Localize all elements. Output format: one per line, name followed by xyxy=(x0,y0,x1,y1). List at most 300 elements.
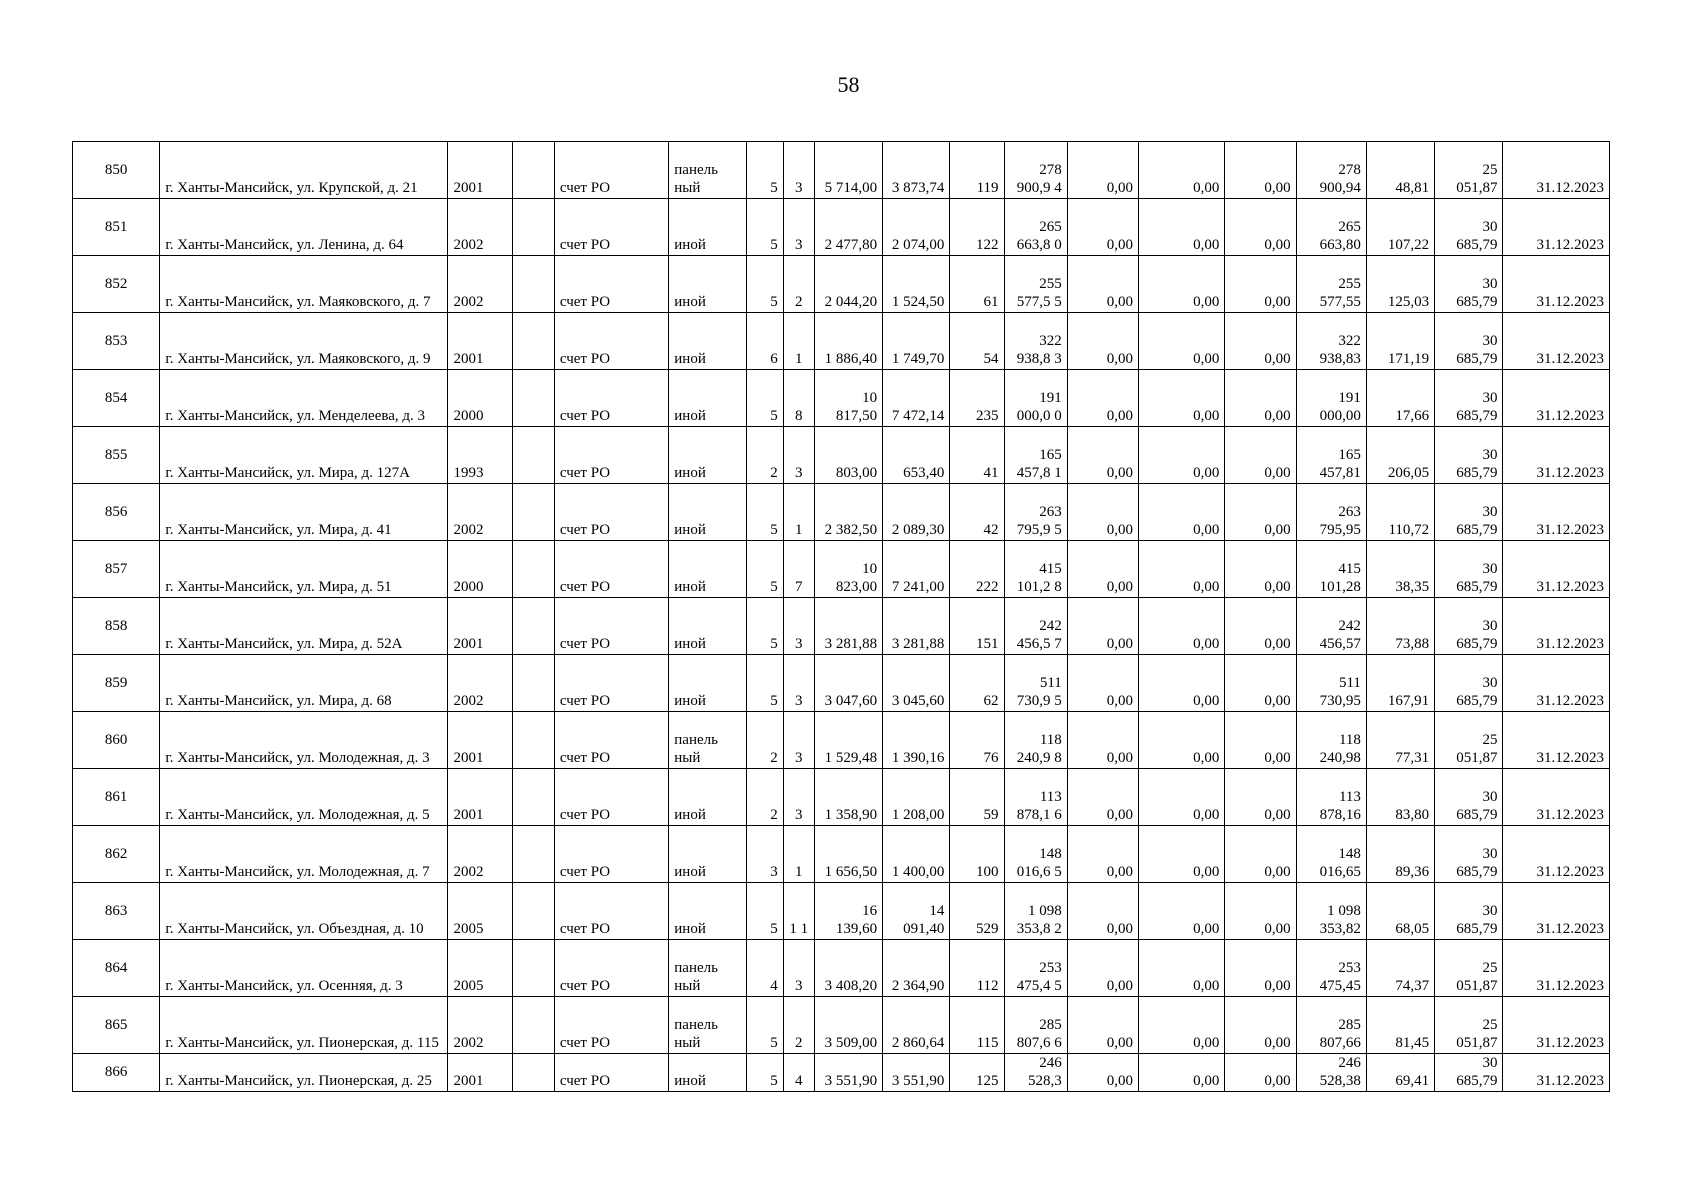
row-number: 863 xyxy=(73,883,160,940)
wall-material-cell: панель ный xyxy=(669,712,746,769)
residents-cell: 235 xyxy=(950,370,1004,427)
entrances-cell: 3 xyxy=(783,769,814,826)
table-row xyxy=(73,142,1610,199)
wall-material-cell: панель ный xyxy=(669,940,746,997)
residents-cell: 61 xyxy=(950,256,1004,313)
deadline-cell: 31.12.2023 xyxy=(1503,883,1610,940)
living-area-cell: 3 551,90 xyxy=(883,1054,950,1092)
unit-cost-cell: 69,41 xyxy=(1366,1054,1434,1092)
value-cell: 0,00 xyxy=(1225,826,1296,883)
deadline-cell: 31.12.2023 xyxy=(1503,769,1610,826)
unit-cost-cell: 74,37 xyxy=(1366,940,1434,997)
entrances-cell: 3 xyxy=(783,940,814,997)
entrances-cell: 1 xyxy=(783,826,814,883)
value-cell: 0,00 xyxy=(1067,940,1138,997)
table-body xyxy=(73,142,1610,1092)
value-cell: 0,00 xyxy=(1067,1054,1138,1092)
living-area-cell: 7 241,00 xyxy=(883,541,950,598)
entrances-cell: 3 xyxy=(783,598,814,655)
unit-cost-cell: 83,80 xyxy=(1366,769,1434,826)
unit-cost-cell: 81,45 xyxy=(1366,997,1434,1054)
floors-cell: 5 xyxy=(746,199,783,256)
total-area-cell: 3 281,88 xyxy=(814,598,882,655)
table-row xyxy=(73,826,1610,883)
table-row xyxy=(73,598,1610,655)
year-cell: 2001 xyxy=(448,769,512,826)
empty-cell xyxy=(512,484,554,541)
residents-cell: 529 xyxy=(950,883,1004,940)
floors-cell: 5 xyxy=(746,142,783,199)
housing-registry-table xyxy=(72,141,1610,1092)
deadline-cell: 31.12.2023 xyxy=(1503,712,1610,769)
table-row xyxy=(73,997,1610,1054)
table-row xyxy=(73,940,1610,997)
entrances-cell: 3 xyxy=(783,142,814,199)
entrances-cell: 4 xyxy=(783,1054,814,1092)
limit-cost-cell: 30 685,79 xyxy=(1435,826,1503,883)
row-number: 856 xyxy=(73,484,160,541)
unit-cost-cell: 206,05 xyxy=(1366,427,1434,484)
account-cell: счет РО xyxy=(554,826,668,883)
table-row xyxy=(73,883,1610,940)
living-area-cell: 2 364,90 xyxy=(883,940,950,997)
empty-cell xyxy=(512,712,554,769)
deadline-cell: 31.12.2023 xyxy=(1503,427,1610,484)
limit-cost-cell: 30 685,79 xyxy=(1435,883,1503,940)
deadline-cell: 31.12.2023 xyxy=(1503,655,1610,712)
wall-material-cell: иной xyxy=(669,541,746,598)
value-cell: 0,00 xyxy=(1139,997,1225,1054)
year-cell: 2002 xyxy=(448,484,512,541)
year-cell: 2002 xyxy=(448,655,512,712)
empty-cell xyxy=(512,142,554,199)
row-number: 850 xyxy=(73,142,160,199)
living-area-cell: 7 472,14 xyxy=(883,370,950,427)
address-cell: г. Ханты-Мансийск, ул. Маяковского, д. 7 xyxy=(160,256,448,313)
fund-cost-cell: 148 016,65 xyxy=(1296,826,1366,883)
floors-cell: 5 xyxy=(746,997,783,1054)
total-area-cell: 3 408,20 xyxy=(814,940,882,997)
value-cell: 0,00 xyxy=(1139,427,1225,484)
table-row xyxy=(73,256,1610,313)
value-cell: 0,00 xyxy=(1067,313,1138,370)
row-number: 854 xyxy=(73,370,160,427)
fund-cost-cell: 278 900,94 xyxy=(1296,142,1366,199)
row-number: 853 xyxy=(73,313,160,370)
account-cell: счет РО xyxy=(554,427,668,484)
empty-cell xyxy=(512,598,554,655)
floors-cell: 4 xyxy=(746,940,783,997)
limit-cost-cell: 30 685,79 xyxy=(1435,484,1503,541)
total-area-cell: 16 139,60 xyxy=(814,883,882,940)
empty-cell xyxy=(512,427,554,484)
limit-cost-cell: 30 685,79 xyxy=(1435,427,1503,484)
fund-cost-cell: 511 730,95 xyxy=(1296,655,1366,712)
limit-cost-cell: 25 051,87 xyxy=(1435,997,1503,1054)
wall-material-cell: панель ный xyxy=(669,997,746,1054)
total-cost-cell: 265 663,8 0 xyxy=(1004,199,1067,256)
empty-cell xyxy=(512,769,554,826)
total-area-cell: 2 044,20 xyxy=(814,256,882,313)
value-cell: 0,00 xyxy=(1225,313,1296,370)
value-cell: 0,00 xyxy=(1225,598,1296,655)
residents-cell: 54 xyxy=(950,313,1004,370)
account-cell: счет РО xyxy=(554,769,668,826)
total-area-cell: 10 823,00 xyxy=(814,541,882,598)
unit-cost-cell: 107,22 xyxy=(1366,199,1434,256)
value-cell: 0,00 xyxy=(1139,484,1225,541)
entrances-cell: 3 xyxy=(783,427,814,484)
wall-material-cell: иной xyxy=(669,655,746,712)
deadline-cell: 31.12.2023 xyxy=(1503,313,1610,370)
empty-cell xyxy=(512,1054,554,1092)
value-cell: 0,00 xyxy=(1225,712,1296,769)
entrances-cell: 3 xyxy=(783,199,814,256)
account-cell: счет РО xyxy=(554,712,668,769)
residents-cell: 62 xyxy=(950,655,1004,712)
table-row xyxy=(73,370,1610,427)
fund-cost-cell: 246 528,38 xyxy=(1296,1054,1366,1092)
living-area-cell: 3 045,60 xyxy=(883,655,950,712)
floors-cell: 5 xyxy=(746,1054,783,1092)
value-cell: 0,00 xyxy=(1067,541,1138,598)
deadline-cell: 31.12.2023 xyxy=(1503,940,1610,997)
year-cell: 2002 xyxy=(448,256,512,313)
unit-cost-cell: 48,81 xyxy=(1366,142,1434,199)
value-cell: 0,00 xyxy=(1139,256,1225,313)
deadline-cell: 31.12.2023 xyxy=(1503,484,1610,541)
table-row xyxy=(73,199,1610,256)
account-cell: счет РО xyxy=(554,883,668,940)
address-cell: г. Ханты-Мансийск, ул. Мира, д. 41 xyxy=(160,484,448,541)
value-cell: 0,00 xyxy=(1225,199,1296,256)
residents-cell: 41 xyxy=(950,427,1004,484)
value-cell: 0,00 xyxy=(1067,199,1138,256)
year-cell: 2001 xyxy=(448,142,512,199)
year-cell: 2000 xyxy=(448,370,512,427)
wall-material-cell: иной xyxy=(669,427,746,484)
entrances-cell: 1 xyxy=(783,484,814,541)
residents-cell: 76 xyxy=(950,712,1004,769)
entrances-cell: 1 xyxy=(783,313,814,370)
unit-cost-cell: 68,05 xyxy=(1366,883,1434,940)
deadline-cell: 31.12.2023 xyxy=(1503,826,1610,883)
table-row xyxy=(73,1054,1610,1092)
account-cell: счет РО xyxy=(554,142,668,199)
total-area-cell: 1 358,90 xyxy=(814,769,882,826)
table-row xyxy=(73,712,1610,769)
total-area-cell: 3 047,60 xyxy=(814,655,882,712)
address-cell: г. Ханты-Мансийск, ул. Объездная, д. 10 xyxy=(160,883,448,940)
address-cell: г. Ханты-Мансийск, ул. Маяковского, д. 9 xyxy=(160,313,448,370)
total-area-cell: 1 656,50 xyxy=(814,826,882,883)
value-cell: 0,00 xyxy=(1139,199,1225,256)
account-cell: счет РО xyxy=(554,655,668,712)
limit-cost-cell: 30 685,79 xyxy=(1435,769,1503,826)
wall-material-cell: иной xyxy=(669,313,746,370)
value-cell: 0,00 xyxy=(1139,769,1225,826)
living-area-cell: 3 281,88 xyxy=(883,598,950,655)
unit-cost-cell: 17,66 xyxy=(1366,370,1434,427)
limit-cost-cell: 30 685,79 xyxy=(1435,655,1503,712)
address-cell: г. Ханты-Мансийск, ул. Осенняя, д. 3 xyxy=(160,940,448,997)
empty-cell xyxy=(512,940,554,997)
total-area-cell: 2 382,50 xyxy=(814,484,882,541)
year-cell: 2000 xyxy=(448,541,512,598)
table-row xyxy=(73,313,1610,370)
living-area-cell: 653,40 xyxy=(883,427,950,484)
value-cell: 0,00 xyxy=(1139,541,1225,598)
empty-cell xyxy=(512,370,554,427)
year-cell: 2005 xyxy=(448,883,512,940)
floors-cell: 2 xyxy=(746,769,783,826)
fund-cost-cell: 191 000,00 xyxy=(1296,370,1366,427)
total-area-cell: 1 529,48 xyxy=(814,712,882,769)
total-cost-cell: 246 528,3 xyxy=(1004,1054,1067,1092)
page-number: 58 xyxy=(837,72,860,97)
account-cell: счет РО xyxy=(554,541,668,598)
floors-cell: 5 xyxy=(746,370,783,427)
row-number: 866 xyxy=(73,1054,160,1092)
year-cell: 2002 xyxy=(448,997,512,1054)
account-cell: счет РО xyxy=(554,484,668,541)
living-area-cell: 1 400,00 xyxy=(883,826,950,883)
entrances-cell: 1 1 xyxy=(783,883,814,940)
total-cost-cell: 113 878,1 6 xyxy=(1004,769,1067,826)
entrances-cell: 2 xyxy=(783,997,814,1054)
floors-cell: 5 xyxy=(746,883,783,940)
address-cell: г. Ханты-Мансийск, ул. Мира, д. 127А xyxy=(160,427,448,484)
deadline-cell: 31.12.2023 xyxy=(1503,598,1610,655)
value-cell: 0,00 xyxy=(1139,826,1225,883)
wall-material-cell: панель ный xyxy=(669,142,746,199)
floors-cell: 5 xyxy=(746,598,783,655)
residents-cell: 125 xyxy=(950,1054,1004,1092)
account-cell: счет РО xyxy=(554,940,668,997)
floors-cell: 5 xyxy=(746,256,783,313)
value-cell: 0,00 xyxy=(1139,883,1225,940)
table-row xyxy=(73,427,1610,484)
address-cell: г. Ханты-Мансийск, ул. Мира, д. 52А xyxy=(160,598,448,655)
fund-cost-cell: 265 663,80 xyxy=(1296,199,1366,256)
empty-cell xyxy=(512,655,554,712)
fund-cost-cell: 253 475,45 xyxy=(1296,940,1366,997)
floors-cell: 6 xyxy=(746,313,783,370)
value-cell: 0,00 xyxy=(1067,997,1138,1054)
address-cell: г. Ханты-Мансийск, ул. Мира, д. 51 xyxy=(160,541,448,598)
unit-cost-cell: 77,31 xyxy=(1366,712,1434,769)
row-number: 864 xyxy=(73,940,160,997)
unit-cost-cell: 38,35 xyxy=(1366,541,1434,598)
total-cost-cell: 118 240,9 8 xyxy=(1004,712,1067,769)
row-number: 865 xyxy=(73,997,160,1054)
unit-cost-cell: 110,72 xyxy=(1366,484,1434,541)
address-cell: г. Ханты-Мансийск, ул. Мира, д. 68 xyxy=(160,655,448,712)
empty-cell xyxy=(512,199,554,256)
row-number: 852 xyxy=(73,256,160,313)
entrances-cell: 7 xyxy=(783,541,814,598)
wall-material-cell: иной xyxy=(669,769,746,826)
wall-material-cell: иной xyxy=(669,256,746,313)
value-cell: 0,00 xyxy=(1225,427,1296,484)
living-area-cell: 1 390,16 xyxy=(883,712,950,769)
fund-cost-cell: 242 456,57 xyxy=(1296,598,1366,655)
row-number: 860 xyxy=(73,712,160,769)
account-cell: счет РО xyxy=(554,256,668,313)
wall-material-cell: иной xyxy=(669,484,746,541)
account-cell: счет РО xyxy=(554,1054,668,1092)
table-row xyxy=(73,769,1610,826)
value-cell: 0,00 xyxy=(1225,256,1296,313)
entrances-cell: 3 xyxy=(783,712,814,769)
deadline-cell: 31.12.2023 xyxy=(1503,142,1610,199)
deadline-cell: 31.12.2023 xyxy=(1503,1054,1610,1092)
fund-cost-cell: 113 878,16 xyxy=(1296,769,1366,826)
value-cell: 0,00 xyxy=(1067,655,1138,712)
total-area-cell: 3 509,00 xyxy=(814,997,882,1054)
total-cost-cell: 285 807,6 6 xyxy=(1004,997,1067,1054)
residents-cell: 42 xyxy=(950,484,1004,541)
fund-cost-cell: 322 938,83 xyxy=(1296,313,1366,370)
value-cell: 0,00 xyxy=(1139,313,1225,370)
limit-cost-cell: 25 051,87 xyxy=(1435,712,1503,769)
value-cell: 0,00 xyxy=(1225,484,1296,541)
empty-cell xyxy=(512,883,554,940)
unit-cost-cell: 89,36 xyxy=(1366,826,1434,883)
floors-cell: 5 xyxy=(746,484,783,541)
floors-cell: 2 xyxy=(746,712,783,769)
deadline-cell: 31.12.2023 xyxy=(1503,997,1610,1054)
entrances-cell: 3 xyxy=(783,655,814,712)
address-cell: г. Ханты-Мансийск, ул. Менделеева, д. 3 xyxy=(160,370,448,427)
year-cell: 2001 xyxy=(448,712,512,769)
residents-cell: 112 xyxy=(950,940,1004,997)
fund-cost-cell: 285 807,66 xyxy=(1296,997,1366,1054)
value-cell: 0,00 xyxy=(1225,541,1296,598)
total-cost-cell: 511 730,9 5 xyxy=(1004,655,1067,712)
year-cell: 2002 xyxy=(448,199,512,256)
address-cell: г. Ханты-Мансийск, ул. Молодежная, д. 5 xyxy=(160,769,448,826)
value-cell: 0,00 xyxy=(1225,370,1296,427)
residents-cell: 122 xyxy=(950,199,1004,256)
total-area-cell: 5 714,00 xyxy=(814,142,882,199)
address-cell: г. Ханты-Мансийск, ул. Пионерская, д. 115 xyxy=(160,997,448,1054)
value-cell: 0,00 xyxy=(1139,1054,1225,1092)
value-cell: 0,00 xyxy=(1067,484,1138,541)
limit-cost-cell: 30 685,79 xyxy=(1435,370,1503,427)
living-area-cell: 1 524,50 xyxy=(883,256,950,313)
deadline-cell: 31.12.2023 xyxy=(1503,256,1610,313)
value-cell: 0,00 xyxy=(1067,883,1138,940)
wall-material-cell: иной xyxy=(669,598,746,655)
fund-cost-cell: 1 098 353,82 xyxy=(1296,883,1366,940)
value-cell: 0,00 xyxy=(1067,256,1138,313)
total-cost-cell: 253 475,4 5 xyxy=(1004,940,1067,997)
unit-cost-cell: 125,03 xyxy=(1366,256,1434,313)
value-cell: 0,00 xyxy=(1139,598,1225,655)
total-cost-cell: 1 098 353,8 2 xyxy=(1004,883,1067,940)
value-cell: 0,00 xyxy=(1139,142,1225,199)
table-row xyxy=(73,541,1610,598)
total-area-cell: 803,00 xyxy=(814,427,882,484)
value-cell: 0,00 xyxy=(1067,370,1138,427)
residents-cell: 119 xyxy=(950,142,1004,199)
limit-cost-cell: 30 685,79 xyxy=(1435,256,1503,313)
deadline-cell: 31.12.2023 xyxy=(1503,370,1610,427)
limit-cost-cell: 30 685,79 xyxy=(1435,199,1503,256)
residents-cell: 100 xyxy=(950,826,1004,883)
value-cell: 0,00 xyxy=(1225,1054,1296,1092)
total-cost-cell: 191 000,0 0 xyxy=(1004,370,1067,427)
row-number: 858 xyxy=(73,598,160,655)
limit-cost-cell: 25 051,87 xyxy=(1435,142,1503,199)
value-cell: 0,00 xyxy=(1225,883,1296,940)
table-row xyxy=(73,484,1610,541)
year-cell: 2002 xyxy=(448,826,512,883)
floors-cell: 3 xyxy=(746,826,783,883)
living-area-cell: 2 074,00 xyxy=(883,199,950,256)
limit-cost-cell: 30 685,79 xyxy=(1435,541,1503,598)
fund-cost-cell: 118 240,98 xyxy=(1296,712,1366,769)
deadline-cell: 31.12.2023 xyxy=(1503,541,1610,598)
account-cell: счет РО xyxy=(554,313,668,370)
fund-cost-cell: 263 795,95 xyxy=(1296,484,1366,541)
value-cell: 0,00 xyxy=(1225,655,1296,712)
year-cell: 2001 xyxy=(448,1054,512,1092)
value-cell: 0,00 xyxy=(1067,769,1138,826)
value-cell: 0,00 xyxy=(1139,712,1225,769)
residents-cell: 115 xyxy=(950,997,1004,1054)
living-area-cell: 14 091,40 xyxy=(883,883,950,940)
living-area-cell: 1 208,00 xyxy=(883,769,950,826)
empty-cell xyxy=(512,256,554,313)
row-number: 861 xyxy=(73,769,160,826)
account-cell: счет РО xyxy=(554,997,668,1054)
fund-cost-cell: 165 457,81 xyxy=(1296,427,1366,484)
deadline-cell: 31.12.2023 xyxy=(1503,199,1610,256)
residents-cell: 151 xyxy=(950,598,1004,655)
account-cell: счет РО xyxy=(554,598,668,655)
total-cost-cell: 165 457,8 1 xyxy=(1004,427,1067,484)
wall-material-cell: иной xyxy=(669,199,746,256)
residents-cell: 59 xyxy=(950,769,1004,826)
total-cost-cell: 415 101,2 8 xyxy=(1004,541,1067,598)
address-cell: г. Ханты-Мансийск, ул. Крупской, д. 21 xyxy=(160,142,448,199)
floors-cell: 2 xyxy=(746,427,783,484)
total-area-cell: 1 886,40 xyxy=(814,313,882,370)
fund-cost-cell: 415 101,28 xyxy=(1296,541,1366,598)
living-area-cell: 2 089,30 xyxy=(883,484,950,541)
unit-cost-cell: 73,88 xyxy=(1366,598,1434,655)
address-cell: г. Ханты-Мансийск, ул. Пионерская, д. 25 xyxy=(160,1054,448,1092)
total-cost-cell: 278 900,9 4 xyxy=(1004,142,1067,199)
total-cost-cell: 242 456,5 7 xyxy=(1004,598,1067,655)
row-number: 862 xyxy=(73,826,160,883)
wall-material-cell: иной xyxy=(669,883,746,940)
total-cost-cell: 255 577,5 5 xyxy=(1004,256,1067,313)
residents-cell: 222 xyxy=(950,541,1004,598)
wall-material-cell: иной xyxy=(669,370,746,427)
value-cell: 0,00 xyxy=(1067,712,1138,769)
total-cost-cell: 322 938,8 3 xyxy=(1004,313,1067,370)
fund-cost-cell: 255 577,55 xyxy=(1296,256,1366,313)
limit-cost-cell: 30 685,79 xyxy=(1435,598,1503,655)
row-number: 859 xyxy=(73,655,160,712)
wall-material-cell: иной xyxy=(669,1054,746,1092)
floors-cell: 5 xyxy=(746,541,783,598)
limit-cost-cell: 30 685,79 xyxy=(1435,1054,1503,1092)
value-cell: 0,00 xyxy=(1225,769,1296,826)
